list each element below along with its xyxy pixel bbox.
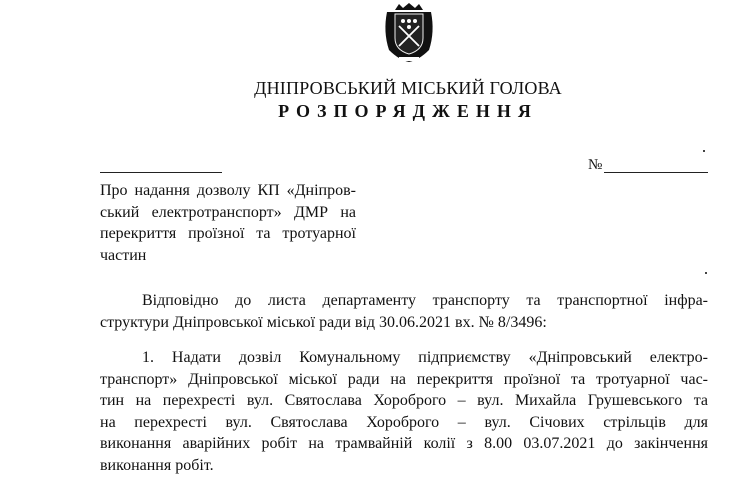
preamble-paragraph bbox=[100, 290, 708, 333]
date-blank-line bbox=[100, 172, 222, 173]
subject-line: частин bbox=[100, 246, 147, 264]
paragraph-line: виконання робіт. bbox=[100, 456, 214, 474]
coat-of-arms-icon bbox=[381, 2, 437, 64]
subject-line: ський електротранспорт» ДМР на bbox=[100, 203, 356, 221]
number-blank-line bbox=[604, 172, 708, 173]
paragraph-line: на перехресті вул. Святослава Хороброго – вул. Січових стрільців для bbox=[100, 413, 708, 431]
paragraph-line: Відповідно до листа департаменту транспорту та транспортної інфра- bbox=[142, 292, 708, 309]
document-type: РОЗПОРЯДЖЕННЯ bbox=[278, 101, 538, 121]
paragraph-line: тин на перехресті вул. Святослава Хороброго – вул. Михайла Грушевського та bbox=[100, 392, 708, 410]
item-1-paragraph bbox=[100, 347, 708, 477]
scan-speck bbox=[705, 272, 707, 274]
subject-block bbox=[100, 180, 356, 266]
paragraph-line: 1. Надати дозвіл Комунальному підприємству «Дніпровський електро- bbox=[142, 349, 708, 366]
subject-line: перекриття проїзної та тротуарної bbox=[100, 225, 356, 243]
paragraph-line: виконання аварійних робіт на трамвайній колії з 8.00 03.07.2021 до закінчення bbox=[100, 435, 708, 453]
paragraph-line: структури Дніпровської міської ради від 30.06.2021 вх. № 8/3496: bbox=[100, 313, 547, 331]
scan-speck bbox=[703, 150, 705, 152]
number-label: № bbox=[588, 157, 603, 173]
authority-title: ДНІПРОВСЬКИЙ МІСЬКИЙ ГОЛОВА bbox=[254, 78, 562, 98]
subject-line: Про надання дозволу КП «Дніпров- bbox=[100, 182, 356, 199]
paragraph-line: транспорт» Дніпровської міської ради на перекриття проїзної та тротуарної час- bbox=[100, 370, 708, 388]
